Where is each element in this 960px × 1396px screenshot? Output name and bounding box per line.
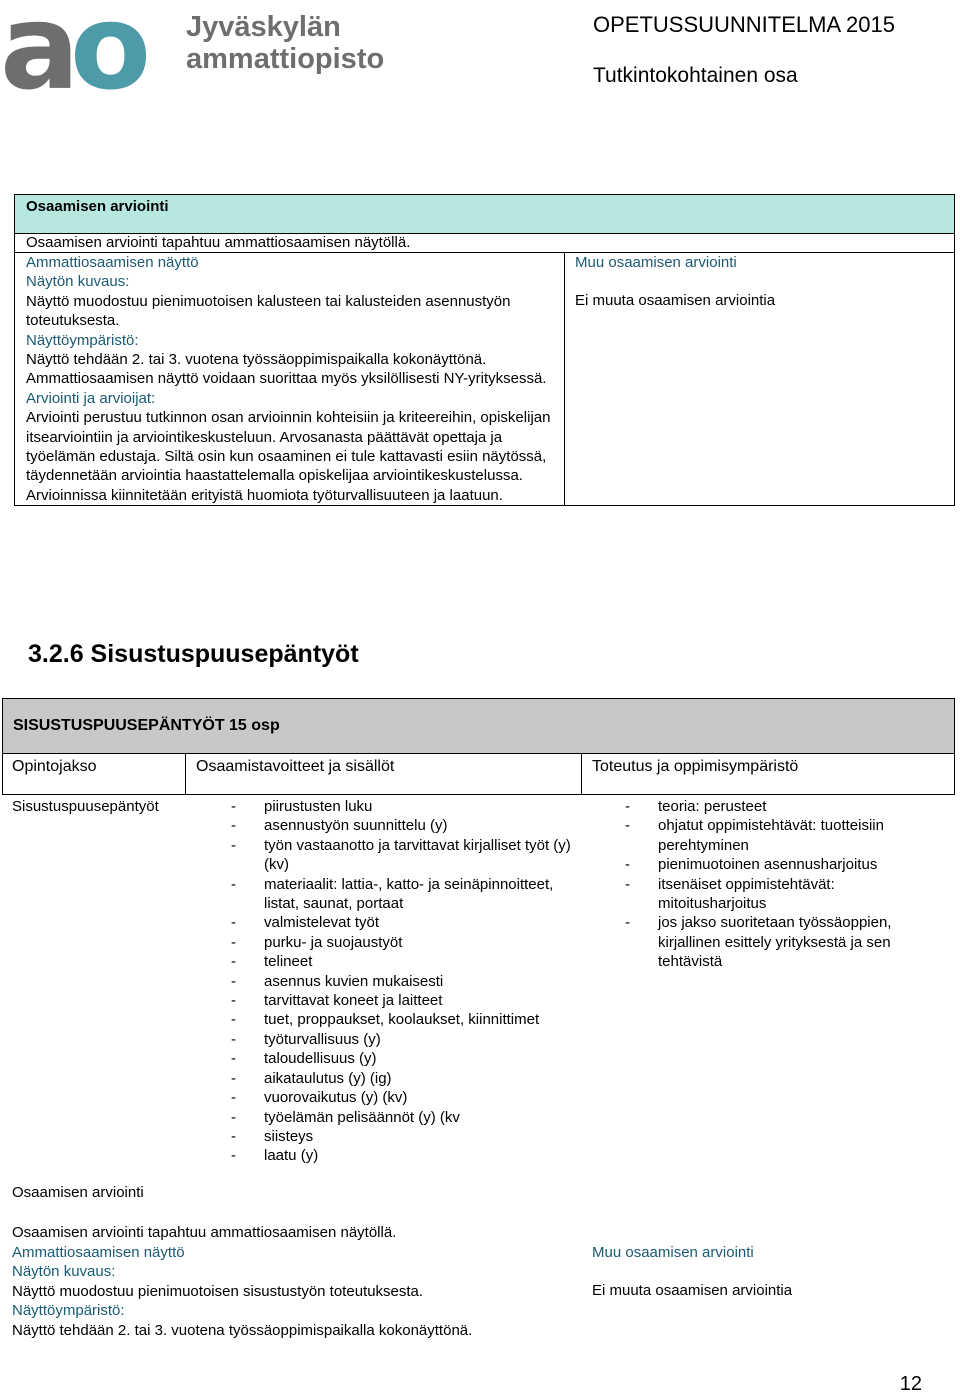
goal-item: - tuet, proppaukset, koolaukset, kiinnittimet [231, 1010, 571, 1029]
implementation-item: - teoria: perusteet [625, 797, 925, 816]
env-text-2: Ammattiosaamisen näyttö voidaan suorittaa myös yksilöllisesti NY-yrityksessä. [26, 370, 547, 388]
module-assessment-intro: Osaamisen arviointi tapahtuu ammattiosaamisen näytöllä. [12, 1224, 397, 1241]
assessment-heading: Osaamisen arviointi [26, 198, 169, 215]
eval-label: Arviointi ja arvioijat: [26, 389, 156, 407]
logo-letter-o: o [70, 0, 152, 100]
course-name: Sisustuspuusepäntyöt [12, 798, 159, 815]
assessment-heading-cell [15, 195, 955, 234]
goal-item: - taloudellisuus (y) [231, 1049, 571, 1068]
logo-text-line2: ammattiopisto [186, 43, 385, 75]
goal-item: - työelämän pelisäännöt (y) (kv [231, 1108, 571, 1127]
section-title: 3.2.6 Sisustuspuusepäntyöt [28, 640, 359, 668]
env-text-1: Näyttö tehdään 2. tai 3. vuotena työssäoppimispaikalla kokonäyttönä. [26, 351, 487, 369]
column-divider [185, 753, 186, 795]
implementation-item: - ohjatut oppimistehtävät: tuotteisiin perehtyminen [625, 816, 925, 855]
assessment-table-1 [14, 194, 955, 506]
eval-text-2: Arvioinnissa kiinnitetään erityistä huomiota työturvallisuuteen ja laatuun. [26, 486, 503, 504]
goal-item: - telineet [231, 952, 571, 971]
implementation-item: - jos jakso suoritetaan työssäoppien, kirjallinen esittely yrityksestä ja sen tehtävistä [625, 913, 925, 971]
goal-item: - valmistelevat työt [231, 913, 571, 932]
module-desc-text: Näyttö muodostuu pienimuotoisen sisustustyön toteutuksesta. [12, 1282, 424, 1300]
desc-text: Näyttö muodostuu pienimuotoisen kalusteen tai kalusteiden asennustyön toteutuksesta. [26, 292, 511, 330]
eval-text: Arviointi perustuu tutkinnon osan arvioinnin kohteisiin ja kriteereihin, opiskelijan itsearviointiin ja arviointikeskusteluun. Arvosanasta päättävät opettaja ja työelämän edustaja. Siltä osin kun osaaminen ei tule kattavasti esiin näytössä, täydennetään arviointia haastattelemalla opiskelijaa arviointikeskustelussa. [26, 409, 551, 485]
module-column-header-row [2, 753, 955, 795]
implementation-list-container [625, 797, 925, 972]
module-right-text: Ei muuta osaamisen arviointia [592, 1282, 793, 1300]
module-desc-label: Näytön kuvaus: [12, 1263, 116, 1281]
document-title: OPETUSSUUNNITELMA 2015 [593, 12, 895, 37]
goal-item: - työn vastaanotto ja tarvittavat kirjalliset työt (y) (kv) [231, 836, 571, 875]
implementation-item: - pienimuotoinen asennusharjoitus [625, 855, 925, 874]
assessment-left-cell [15, 253, 565, 506]
right-title: Muu osaamisen arviointi [575, 254, 737, 271]
goal-item: - materiaalit: lattia-, katto- ja seinäpinnoitteet, listat, saunat, portaat [231, 875, 571, 914]
module-assessment-right [592, 1243, 932, 1301]
goal-item: - asennus kuvien mukaisesti [231, 972, 571, 991]
goal-item: - piirustusten luku [231, 797, 571, 816]
logo-letter-a: a [0, 0, 74, 100]
goal-item: - aikataulutus (y) (ig) [231, 1069, 571, 1088]
module-right-title: Muu osaamisen arviointi [592, 1244, 754, 1261]
module-left-title: Ammattiosaamisen näyttö [12, 1244, 185, 1261]
goal-item: - purku- ja suojaustyöt [231, 933, 571, 952]
module-env-text: Näyttö tehdään 2. tai 3. vuotena työssäoppimispaikalla kokonäyttönä. [12, 1321, 473, 1339]
goals-list [231, 797, 571, 1166]
column-header-implementation: Toteutus ja oppimisympäristö [592, 758, 799, 775]
env-label: Näyttöympäristö: [26, 331, 139, 349]
right-text: Ei muuta osaamisen arviointia [575, 292, 776, 310]
module-assessment-left [12, 1243, 572, 1340]
column-header-course: Opintojakso [12, 758, 97, 775]
goal-item: - työturvallisuus (y) [231, 1030, 571, 1049]
desc-label: Näytön kuvaus: [26, 273, 130, 291]
module-env-label: Näyttöympäristö: [12, 1302, 125, 1320]
goal-item: - asennustyön suunnittelu (y) [231, 816, 571, 835]
document-subtitle: Tutkintokohtainen osa [593, 64, 798, 87]
column-header-goals: Osaamistavoitteet ja sisällöt [196, 758, 395, 775]
page-number: 12 [899, 1373, 922, 1395]
column-divider [581, 753, 582, 795]
goal-item: - siisteys [231, 1127, 571, 1146]
assessment-intro: Osaamisen arviointi tapahtuu ammattiosaamisen näytöllä. [15, 234, 955, 253]
module-assessment-heading: Osaamisen arviointi [12, 1184, 144, 1201]
goal-item: - laatu (y) [231, 1146, 571, 1165]
module-title: SISUSTUSPUUSEPÄNTYÖT 15 osp [13, 717, 280, 734]
goal-item: - vuorovaikutus (y) (kv) [231, 1088, 571, 1107]
goal-item: - tarvittavat koneet ja laitteet [231, 991, 571, 1010]
implementation-list [625, 797, 925, 972]
left-title: Ammattiosaamisen näyttö [26, 254, 199, 271]
logo-text-line1: Jyväskylän [186, 11, 341, 43]
implementation-item: - itsenäiset oppimistehtävät: mitoitusharjoitus [625, 875, 925, 914]
goals-list-container [231, 797, 571, 1166]
assessment-right-cell [565, 253, 955, 506]
module-title-bar [2, 698, 955, 754]
